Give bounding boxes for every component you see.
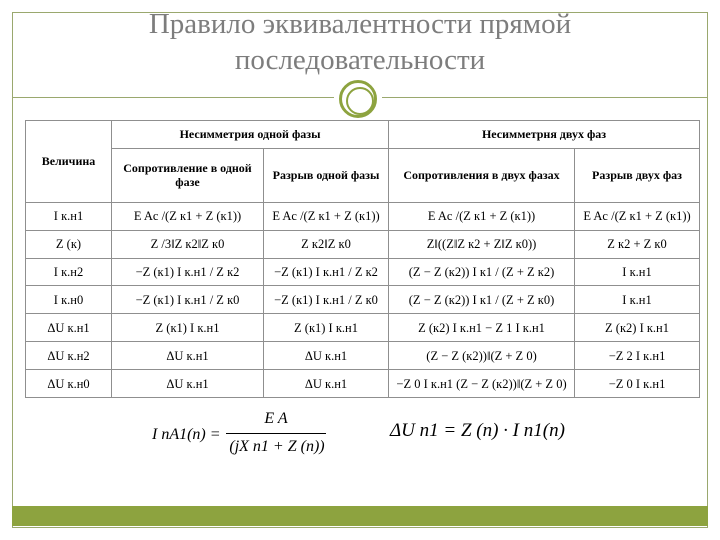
table-cell: E Ac /(Z к1 + Z (к1)) [264, 202, 389, 230]
formula-voltage-drop: ΔU n1 = Z (n) · I n1(n) [390, 420, 565, 441]
table-cell: −Z (к1) I к.н1 / Z к0 [264, 286, 389, 314]
header-sub-2: Разрыв одной фазы [264, 148, 389, 202]
title-line-2: последовательности [234, 44, 486, 76]
table-cell: (Z − Z (к2))‖(Z + Z 0) [389, 342, 575, 370]
header-single-phase: Несимметрия одной фазы [112, 121, 389, 149]
table-row [26, 258, 700, 286]
table-cell: ΔU к.н0 [26, 370, 112, 398]
table-cell: Z‖((Z‖Z к2 + Z‖Z к0)) [389, 230, 575, 258]
table-header-row-top [26, 121, 700, 149]
table-row [26, 314, 700, 342]
table-cell: −Z 0 I к.н1 (Z − Z (к2))‖(Z + Z 0) [389, 370, 575, 398]
table-cell: ΔU к.н1 [112, 342, 264, 370]
formula-current [152, 410, 342, 470]
table-cell: ΔU к.н1 [264, 342, 389, 370]
header-quantity: Величина [26, 121, 112, 203]
table-cell: ΔU к.н2 [26, 342, 112, 370]
table-row [26, 230, 700, 258]
table-cell: −Z (к1) I к.н1 / Z к2 [112, 258, 264, 286]
formula-current-denominator: (jX n1 + Z (n)) [229, 438, 325, 455]
table-cell: I к.н1 [575, 258, 700, 286]
table-cell: Z (к2) I к.н1 − Z 1 I к.н1 [389, 314, 575, 342]
ornament-circle [339, 80, 377, 118]
divider-right [382, 97, 708, 98]
table-cell: Z к2‖Z к0 [264, 230, 389, 258]
footer-bar [12, 506, 708, 526]
table-cell: I к.н1 [26, 202, 112, 230]
table-row [26, 342, 700, 370]
title-line-1: Правило эквивалентности прямой [148, 8, 572, 40]
formula-table [25, 120, 700, 398]
table-cell: ΔU к.н1 [26, 314, 112, 342]
header-sub-4: Разрыв двух фаз [575, 148, 700, 202]
table-cell: I к.н1 [575, 286, 700, 314]
table-row [26, 202, 700, 230]
header-sub-3: Сопротивления в двух фазах [389, 148, 575, 202]
table-cell: Z (к) [26, 230, 112, 258]
table-cell: E Ac /(Z к1 + Z (к1)) [575, 202, 700, 230]
divider-left [12, 97, 334, 98]
formula-current-lhs: I nA1(n) = [152, 426, 221, 443]
table-cell: E Ac /(Z к1 + Z (к1)) [389, 202, 575, 230]
table-cell: ΔU к.н1 [112, 370, 264, 398]
table-header-row-sub [26, 148, 700, 202]
table-cell: Z (к1) I к.н1 [264, 314, 389, 342]
table-row [26, 370, 700, 398]
header-two-phase: Несимметрня двух фаз [389, 121, 700, 149]
table-cell: Z (к2) I к.н1 [575, 314, 700, 342]
table-cell: −Z (к1) I к.н1 / Z к0 [112, 286, 264, 314]
table-row [26, 286, 700, 314]
table-cell: E Ac /(Z к1 + Z (к1)) [112, 202, 264, 230]
table-cell: I к.н0 [26, 286, 112, 314]
table-cell: Z /3‖Z к2‖Z к0 [112, 230, 264, 258]
fraction-bar [226, 433, 326, 434]
slide-title [60, 6, 660, 78]
table-cell: −Z (к1) I к.н1 / Z к2 [264, 258, 389, 286]
table-cell: Z к2 + Z к0 [575, 230, 700, 258]
table-cell: I к.н2 [26, 258, 112, 286]
table-cell: (Z − Z (к2)) I к1 / (Z + Z к0) [389, 286, 575, 314]
table-cell: ΔU к.н1 [264, 370, 389, 398]
table-cell: (Z − Z (к2)) I к1 / (Z + Z к2) [389, 258, 575, 286]
formula-current-numerator: E A [264, 410, 288, 427]
table-cell: Z (к1) I к.н1 [112, 314, 264, 342]
table-cell: −Z 0 I к.н1 [575, 370, 700, 398]
header-sub-1: Сопротивление в одной фазе [112, 148, 264, 202]
table-cell: −Z 2 I к.н1 [575, 342, 700, 370]
